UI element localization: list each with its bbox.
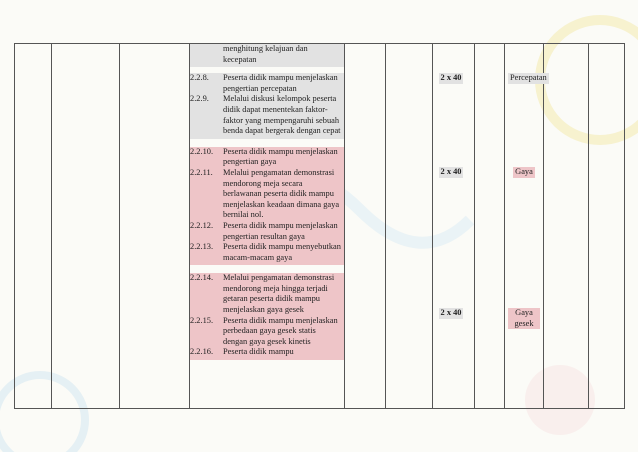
list-item: 2.2.16. Peserta didik mampu	[190, 347, 294, 357]
cell-competency	[15, 44, 52, 409]
indicator-block	[190, 273, 344, 360]
time-allocation: 2 x 40	[440, 308, 462, 317]
indicator-block	[190, 147, 344, 266]
time-allocation: 2 x 40	[440, 73, 462, 82]
list-item: 2.2.14. Melalui pengamatan demonstrasi mendorong meja hingga terjadi getaran peserta didik mampu menjelaskan gaya gesek	[190, 273, 335, 315]
material-label: Gaya gesek	[508, 308, 540, 329]
cell-assessment	[345, 44, 386, 409]
list-item: 2.2.11. Melalui pengamatan demonstrasi mendorong meja secara berlawanan peserta didik mampu menjelaskan keadaan dimana gaya bernilai nol.	[190, 167, 340, 220]
material-label: Percepatan	[510, 73, 547, 82]
indicator-block	[190, 73, 344, 139]
list-item: 2.2.13. Peserta didik mampu menyebutkan macam-macam gaya	[190, 242, 341, 262]
indicator-continuation: menghitung kelajuan dan kecepatan	[223, 44, 308, 64]
cell-form	[386, 44, 433, 409]
cell-empty	[589, 44, 625, 409]
material-cell	[505, 44, 547, 409]
cell-empty	[544, 44, 589, 409]
indicator-cell	[190, 44, 345, 409]
material-label: Gaya	[515, 167, 533, 176]
cell-subject	[52, 44, 120, 409]
list-item: 2.2.9. Melalui diskusi kelompok peserta didik dapat menentekan faktor-faktor yang mempengaruhi sebuah benda dapat bergerak dengan cepat	[190, 94, 341, 136]
list-item: 2.2.12. Peserta didik mampu menjelaskan pengertian resultan gaya	[190, 220, 338, 241]
list-item: 2.2.10. Peserta didik mampu menjelaskan pengertian gaya	[190, 146, 338, 167]
list-item: 2.2.8. Peserta didik mampu menjelaskan pengertian percepatan	[190, 73, 338, 93]
time-allocation-cell	[433, 44, 475, 409]
cell-empty	[475, 44, 505, 409]
table-row	[15, 44, 625, 409]
cell-topic	[120, 44, 190, 409]
list-item: 2.2.15. Peserta didik mampu menjelaskan perbedaan gaya gesek statis dengan gaya gesek kinetis	[190, 315, 338, 346]
syllabus-table	[14, 43, 625, 409]
indicator-block	[190, 44, 344, 67]
time-allocation: 2 x 40	[440, 167, 462, 176]
